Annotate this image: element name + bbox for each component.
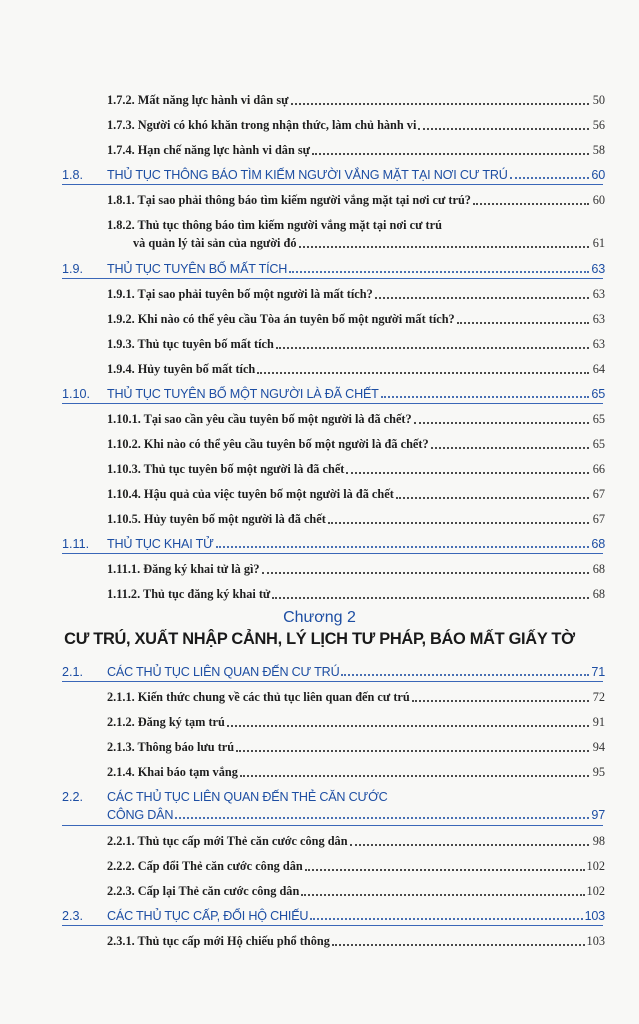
entry-line — [107, 437, 605, 452]
entry-line — [107, 859, 605, 874]
entry-line — [107, 765, 605, 780]
toc-subsection-entry[interactable] — [0, 457, 639, 482]
toc-subsection-entry[interactable] — [0, 482, 639, 507]
entry-title: 1.8.1. Tại sao phải thông báo tìm kiếm người vắng mặt tại nơi cư trú? — [107, 193, 471, 207]
entry-title: và quản lý tài sản của người đó — [133, 236, 297, 250]
section-underline — [62, 403, 603, 404]
entry-line — [107, 168, 605, 182]
toc-subsection-entry[interactable] — [0, 735, 639, 760]
chapter-number: Chương 2 — [283, 609, 356, 626]
toc-subsection-entry[interactable] — [0, 557, 639, 582]
entry-line — [107, 562, 605, 577]
toc-section-entry[interactable] — [0, 532, 639, 557]
page-number: 64 — [592, 362, 605, 376]
entry-title: 2.1.1. Kiến thức chung về các thủ tục liên quan đến cư trú — [107, 690, 410, 704]
page-number: 97 — [591, 808, 605, 822]
entry-title: 2.1.3. Thông báo lưu trú — [107, 740, 235, 754]
dot-leader — [257, 372, 589, 374]
dot-leader — [375, 297, 589, 299]
dot-leader — [291, 103, 590, 105]
page-number: 102 — [586, 859, 605, 873]
page-number: 65 — [592, 412, 605, 426]
entry-line — [107, 412, 605, 427]
dot-leader — [328, 522, 589, 524]
dot-leader — [431, 447, 589, 449]
entry-line — [107, 362, 605, 377]
dot-leader — [418, 128, 589, 130]
page-number: 58 — [592, 143, 605, 157]
entry-title: 2.1.2. Đăng ký tạm trú — [107, 715, 225, 729]
entry-title: 1.7.2. Mất năng lực hành vi dân sự — [107, 93, 289, 107]
dot-leader — [346, 472, 589, 474]
toc-section-entry[interactable] — [0, 257, 639, 282]
toc-subsection-entry[interactable] — [0, 432, 639, 457]
entry-line — [107, 143, 605, 158]
dot-leader — [510, 177, 589, 179]
entry-title: 1.9.4. Hủy tuyên bố mất tích — [107, 362, 256, 376]
toc-subsection-entry[interactable] — [0, 332, 639, 357]
entry-title: 1.10.1. Tại sao cần yêu cầu tuyên bố một người là đã chết? — [107, 412, 412, 426]
page-number: 91 — [592, 715, 605, 729]
entry-line — [107, 387, 605, 401]
page-number: 102 — [586, 884, 605, 898]
page-number: 63 — [592, 312, 605, 326]
entry-line — [107, 537, 605, 551]
page-number: 63 — [591, 262, 605, 276]
toc-subsection-entry[interactable] — [0, 582, 639, 607]
entry-line — [107, 909, 605, 923]
entry-line — [107, 512, 605, 527]
page-number: 65 — [592, 437, 605, 451]
entry-title: 1.9.2. Khi nào có thể yêu cầu Tòa án tuyên bố một người mất tích? — [107, 312, 455, 326]
page-number: 60 — [591, 168, 605, 182]
entry-line — [107, 312, 605, 327]
chapter-title: CƯ TRÚ, XUẤT NHẬP CẢNH, LÝ LỊCH TƯ PHÁP, BÁO MẤT GIẤY TỜ — [64, 630, 575, 648]
entry-line — [107, 287, 605, 302]
entry-line — [107, 665, 605, 679]
entry-line — [107, 218, 605, 233]
section-underline — [62, 184, 603, 185]
entry-title: CÁC THỦ TỤC CẤP, ĐỔI HỘ CHIẾU — [107, 909, 309, 923]
dot-leader — [457, 322, 589, 324]
dot-leader — [310, 918, 582, 920]
entry-title: 1.10.4. Hậu quả của việc tuyên bố một người là đã chết — [107, 487, 394, 501]
toc-subsection-entry[interactable] — [0, 685, 639, 710]
toc-subsection-entry[interactable] — [0, 879, 639, 904]
dot-leader — [272, 597, 589, 599]
entry-title: 2.2.3. Cấp lại Thẻ căn cước công dân — [107, 884, 300, 898]
entry-title: 1.10.5. Hủy tuyên bố một người là đã chết — [107, 512, 326, 526]
section-number: 1.11. — [62, 537, 90, 551]
entry-title: 2.1.4. Khai báo tạm vắng — [107, 765, 238, 779]
section-number: 1.10. — [62, 387, 91, 401]
toc-section-entry[interactable] — [0, 660, 639, 685]
page-number: 94 — [592, 740, 605, 754]
dot-leader — [262, 572, 589, 574]
entry-title: 1.11.2. Thủ tục đăng ký khai tử — [107, 587, 271, 601]
dot-leader — [301, 894, 584, 896]
entry-title: THỦ TỤC KHAI TỬ — [107, 537, 214, 551]
page-number: 67 — [592, 487, 605, 501]
dot-leader — [227, 725, 589, 727]
entry-line — [107, 262, 605, 276]
section-underline — [62, 278, 603, 279]
entry-line — [107, 193, 605, 208]
page-number: 103 — [584, 909, 605, 923]
dot-leader — [414, 422, 589, 424]
entry-line — [107, 934, 605, 949]
entry-title: CÁC THỦ TỤC LIÊN QUAN ĐẾN CƯ TRÚ — [107, 665, 340, 679]
toc-section-entry[interactable] — [0, 904, 639, 929]
page-number: 63 — [592, 337, 605, 351]
dot-leader — [412, 700, 589, 702]
toc-subsection-entry[interactable] — [0, 407, 639, 432]
entry-line — [107, 884, 605, 899]
dot-leader — [276, 347, 589, 349]
page-number: 68 — [592, 587, 605, 601]
section-underline — [62, 553, 603, 554]
toc-subsection-entry[interactable] — [0, 929, 639, 954]
entry-line — [107, 93, 605, 108]
page-number: 50 — [592, 93, 605, 107]
page-number: 66 — [592, 462, 605, 476]
entry-title: THỦ TỤC TUYÊN BỐ MẤT TÍCH — [107, 262, 288, 276]
page-number: 60 — [592, 193, 605, 207]
page-number: 63 — [592, 287, 605, 301]
dot-leader — [175, 817, 589, 819]
dot-leader — [216, 546, 589, 548]
toc-subsection-entry[interactable] — [0, 188, 639, 213]
page-number: 61 — [592, 236, 605, 250]
section-underline — [62, 825, 603, 826]
entry-line — [107, 487, 605, 502]
chapter-heading — [0, 607, 639, 660]
dot-leader — [332, 944, 585, 946]
entry-title: 1.8.2. Thủ tục thông báo tìm kiếm người vắng mặt tại nơi cư trú — [107, 218, 442, 232]
entry-title: THỦ TỤC TUYÊN BỐ MỘT NGƯỜI LÀ ĐÃ CHẾT — [107, 387, 379, 401]
entry-line — [107, 740, 605, 755]
entry-title: 2.2.2. Cấp đổi Thẻ căn cước công dân — [107, 859, 303, 873]
dot-leader — [473, 203, 589, 205]
toc-subsection-entry[interactable] — [0, 138, 639, 163]
dot-leader — [341, 674, 589, 676]
entry-line — [107, 462, 605, 477]
entry-title: 1.10.3. Thủ tục tuyên bố một người là đã chết — [107, 462, 345, 476]
page-number: 72 — [592, 690, 605, 704]
entry-title: CÔNG DÂN — [107, 808, 174, 822]
toc-subsection-entry[interactable] — [0, 213, 639, 257]
entry-title: 1.7.3. Người có khó khăn trong nhận thức, làm chủ hành vi — [107, 118, 417, 132]
section-underline — [62, 681, 603, 682]
page-number: 65 — [591, 387, 605, 401]
entry-line — [107, 690, 605, 705]
toc-subsection-entry[interactable] — [0, 507, 639, 532]
page-number: 67 — [592, 512, 605, 526]
toc-section-entry[interactable] — [0, 382, 639, 407]
entry-title: 1.10.2. Khi nào có thể yêu cầu tuyên bố một người là đã chết? — [107, 437, 429, 451]
section-underline — [62, 925, 603, 926]
toc-subsection-entry[interactable] — [0, 113, 639, 138]
entry-title: 1.9.1. Tại sao phải tuyên bố một người là mất tích? — [107, 287, 373, 301]
toc-subsection-entry[interactable] — [0, 357, 639, 382]
page-number: 98 — [592, 834, 605, 848]
toc-subsection-entry[interactable] — [0, 710, 639, 735]
page-number: 56 — [592, 118, 605, 132]
entry-title: 2.3.1. Thủ tục cấp mới Hộ chiếu phổ thông — [107, 934, 330, 948]
entry-line — [107, 808, 605, 822]
section-number: 1.8. — [62, 168, 84, 182]
dot-leader — [350, 844, 589, 846]
dot-leader — [381, 396, 589, 398]
entry-title: 1.9.3. Thủ tục tuyên bố mất tích — [107, 337, 274, 351]
table-of-contents — [0, 88, 639, 954]
toc-section-entry[interactable] — [0, 785, 639, 829]
dot-leader — [299, 246, 589, 248]
entry-title: THỦ TỤC THÔNG BÁO TÌM KIẾM NGƯỜI VẮNG MẶT TẠI NƠI CƯ TRÚ — [107, 168, 508, 182]
toc-subsection-entry[interactable] — [0, 307, 639, 332]
section-number: 2.3. — [62, 909, 84, 923]
section-number: 1.9. — [62, 262, 84, 276]
entry-line — [107, 790, 605, 804]
page-number: 103 — [586, 934, 605, 948]
dot-leader — [240, 775, 589, 777]
toc-subsection-entry[interactable] — [0, 829, 639, 854]
toc-subsection-entry[interactable] — [0, 760, 639, 785]
toc-subsection-entry[interactable] — [0, 854, 639, 879]
dot-leader — [236, 750, 589, 752]
entry-line — [107, 715, 605, 730]
dot-leader — [305, 869, 585, 871]
entry-line — [107, 118, 605, 133]
page-number: 68 — [592, 562, 605, 576]
toc-section-entry[interactable] — [0, 163, 639, 188]
section-number: 2.2. — [62, 790, 84, 804]
page-number: 71 — [591, 665, 605, 679]
page-number: 68 — [591, 537, 605, 551]
entry-line — [133, 236, 605, 251]
section-number: 2.1. — [62, 665, 84, 679]
entry-title: 1.11.1. Đăng ký khai tử là gì? — [107, 562, 260, 576]
entry-line — [107, 337, 605, 352]
entry-line — [107, 834, 605, 849]
entry-line — [107, 587, 605, 602]
entry-title: 1.7.4. Hạn chế năng lực hành vi dân sự — [107, 143, 311, 157]
dot-leader — [312, 153, 589, 155]
entry-title: 2.2.1. Thủ tục cấp mới Thẻ căn cước công dân — [107, 834, 348, 848]
dot-leader — [289, 271, 589, 273]
page-number: 95 — [592, 765, 605, 779]
toc-subsection-entry[interactable] — [0, 88, 639, 113]
dot-leader — [396, 497, 589, 499]
entry-title: CÁC THỦ TỤC LIÊN QUAN ĐẾN THẺ CĂN CƯỚC — [107, 790, 388, 804]
toc-subsection-entry[interactable] — [0, 282, 639, 307]
